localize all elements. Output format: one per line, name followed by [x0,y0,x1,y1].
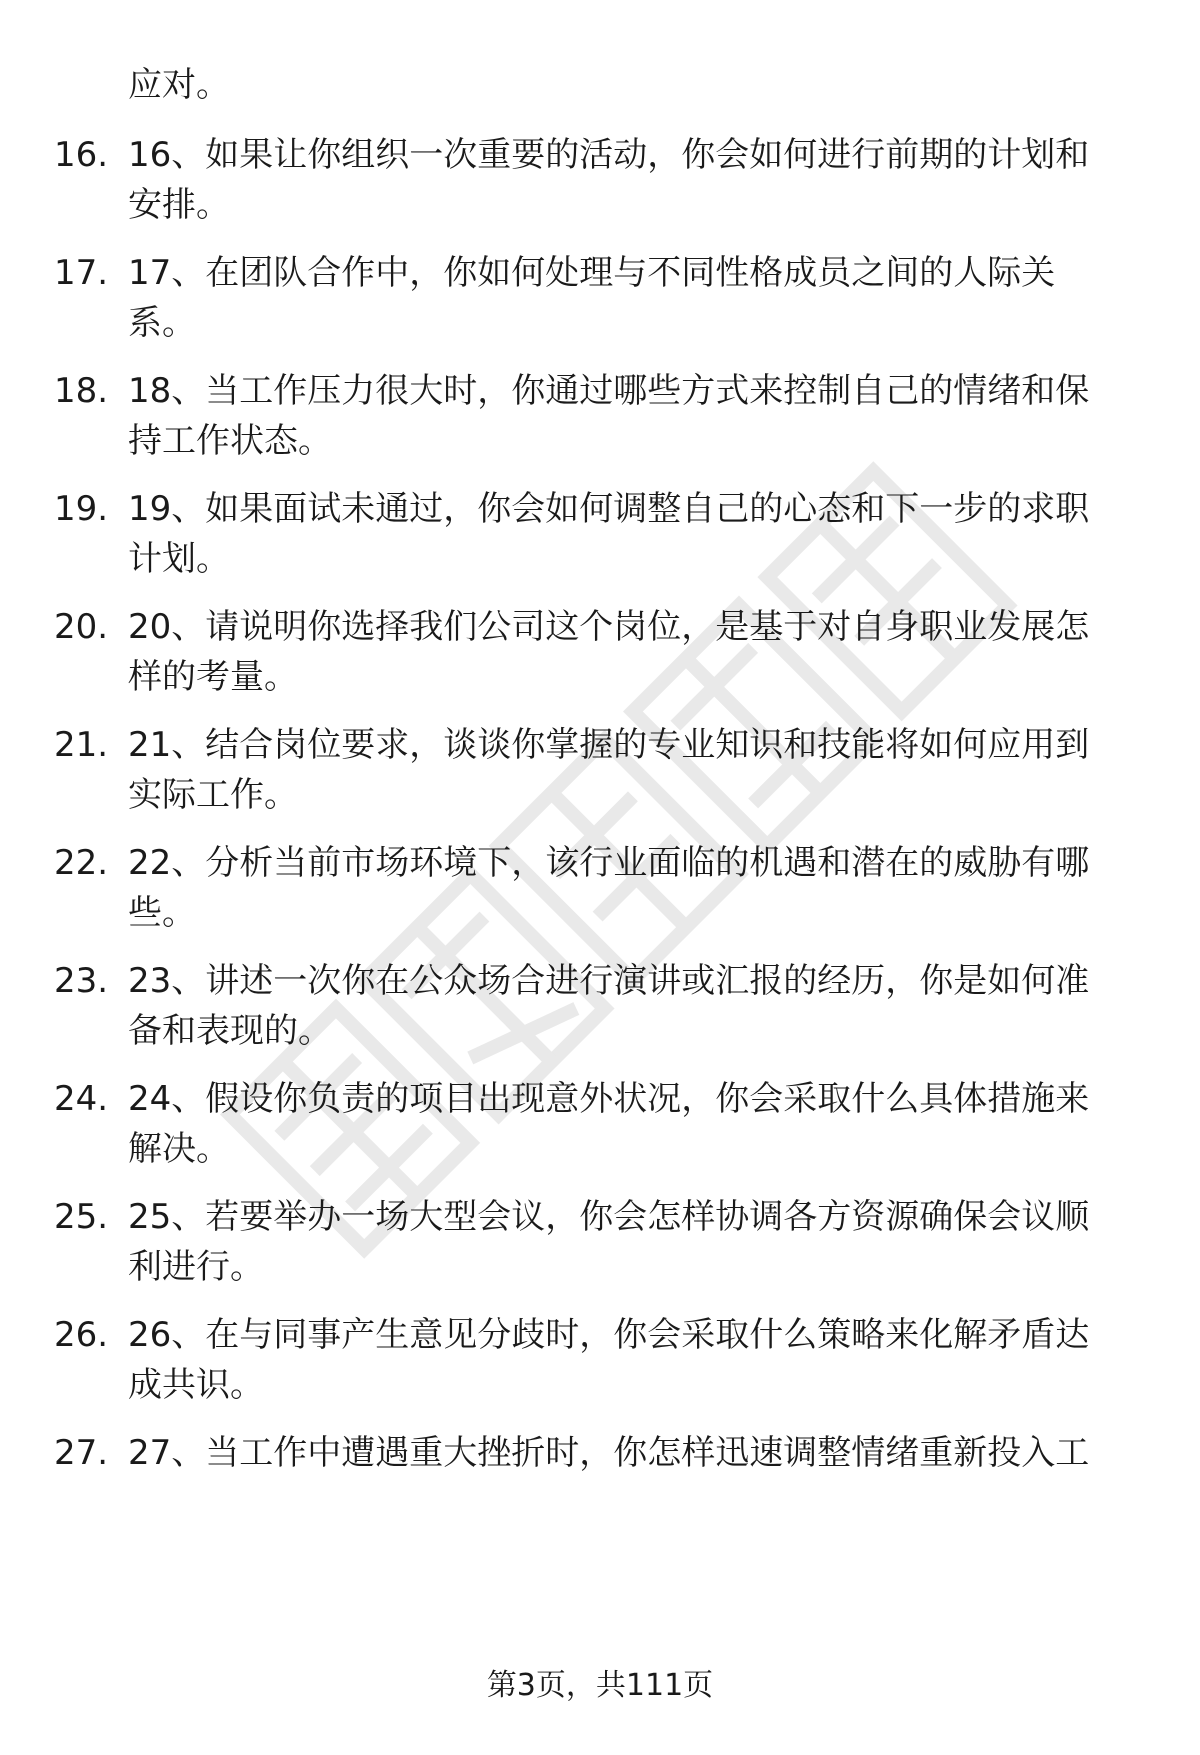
item-number: 16. [54,135,109,175]
item-number: 21. [54,725,109,765]
question-item [0,720,1200,830]
question-item [0,956,1200,1066]
question-item [0,602,1200,712]
question-item [0,366,1200,476]
question-text [128,1310,1148,1410]
question-line: 19、如果面试未通过，你会如何调整自己的心态和下一步的求职 [128,489,1090,529]
item-number: 20. [54,607,109,647]
question-item [0,130,1200,240]
question-text [128,1074,1148,1174]
question-line: 17、在团队合作中，你如何处理与不同性格成员之间的人际关 [128,253,1056,293]
question-line: 22、分析当前市场环境下，该行业面临的机遇和潜在的威胁有哪 [128,843,1090,883]
question-line: 24、假设你负责的项目出现意外状况，你会采取什么具体措施来 [128,1079,1090,1119]
question-line: 成共识。 [128,1365,264,1405]
question-line: 20、请说明你选择我们公司这个岗位，是基于对自身职业发展怎 [128,607,1090,647]
question-line: 持工作状态。 [128,421,332,461]
question-line: 备和表现的。 [128,1011,332,1051]
item-number: 24. [54,1079,109,1119]
question-line: 25、若要举办一场大型会议，你会怎样协调各方资源确保会议顺 [128,1197,1090,1237]
question-line: 21、结合岗位要求，谈谈你掌握的专业知识和技能将如何应用到 [128,725,1090,765]
question-line: 27、当工作中遭遇重大挫折时，你怎样迅速调整情绪重新投入工 [128,1433,1090,1473]
question-text [128,1428,1148,1528]
question-line [128,1478,1148,1528]
question-text [128,130,1148,230]
question-text [128,248,1148,348]
page-footer: 第3页，共111页 [486,1668,714,1703]
item-number: 19. [54,489,109,529]
question-line: 26、在与同事产生意见分歧时，你会采取什么策略来化解矛盾达 [128,1315,1090,1355]
question-text [128,366,1148,466]
question-line: 18、当工作压力很大时，你通过哪些方式来控制自己的情绪和保 [128,371,1090,411]
question-item [0,248,1200,358]
question-text [128,602,1148,702]
question-text [128,720,1148,820]
question-text [128,838,1148,938]
item-number: 23. [54,961,109,1001]
question-line: 计划。 [128,539,230,579]
question-text [128,956,1148,1056]
item-number: 27. [54,1433,109,1473]
question-line: 利进行。 [128,1247,264,1287]
question-line: 23、讲述一次你在公众场合进行演讲或汇报的经历，你是如何准 [128,961,1090,1001]
question-line: 样的考量。 [128,657,298,697]
question-line: 安排。 [128,185,230,225]
question-item [0,1310,1200,1420]
question-line: 些。 [128,893,196,933]
item-number: 25. [54,1197,109,1237]
question-line: 16、如果让你组织一次重要的活动，你会如何进行前期的计划和 [128,135,1090,175]
item-number: 18. [54,371,109,411]
question-item [0,1428,1200,1538]
question-item [0,838,1200,948]
item-number: 17. [54,253,109,293]
item-number: 26. [54,1315,109,1355]
question-line: 解决。 [128,1129,230,1169]
question-item [0,1192,1200,1302]
item-number: 22. [54,843,109,883]
question-item [0,1074,1200,1184]
continuation-line: 应对。 [128,65,230,105]
question-text [128,1192,1148,1292]
question-item [0,484,1200,594]
question-text [128,484,1148,584]
question-line: 实际工作。 [128,775,298,815]
question-line: 系。 [128,303,196,343]
